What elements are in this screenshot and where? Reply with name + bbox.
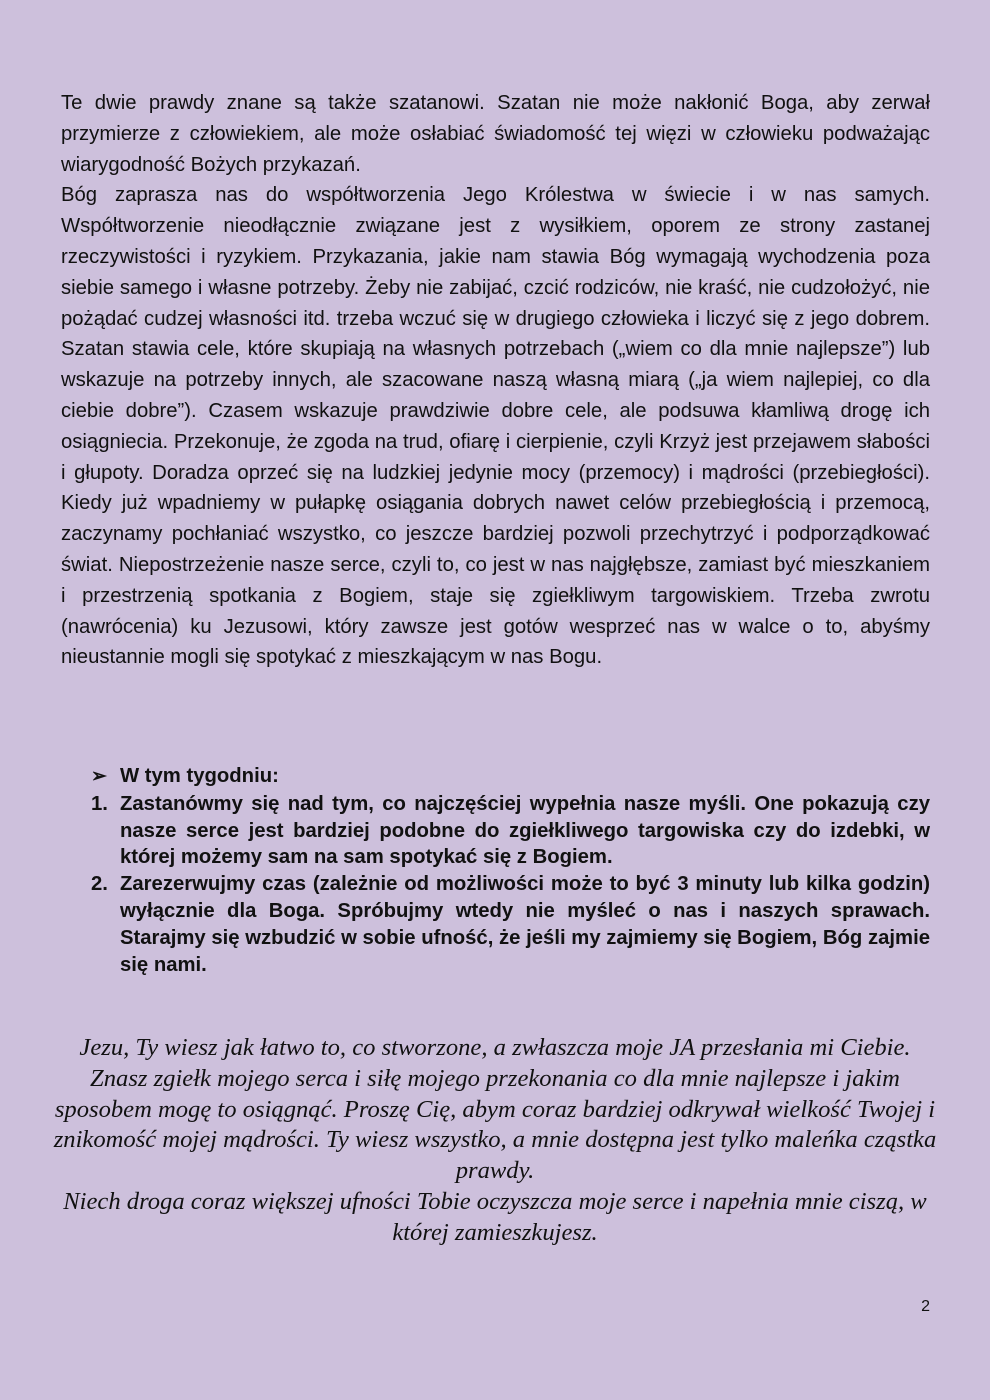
page-number: 2 bbox=[921, 1298, 930, 1315]
prayer bbox=[50, 1033, 940, 1249]
weekly-tasks-heading-row bbox=[91, 763, 930, 791]
prayer-paragraph-2: Niech droga coraz większej ufności Tobie oczyszcza moje serce i napełnia mnie ciszą, w której zamieszkujesz. bbox=[63, 1187, 927, 1246]
prayer-paragraph-1: Jezu, Ty wiesz jak łatwo to, co stworzone, a zwłaszcza moje JA przesłania mi Ciebie. Znasz zgiełk mojego serca i siłę mojego przekonania co dla mnie najlepsze i jakim sposobem mogę to osiągnąć. Proszę Cię, abym coraz bardziej odkrywał wielkość Twojej i znikomość mojej mądrości. Ty wiesz wszystko, a mnie dostępna jest tylko maleńka cząstka prawdy. bbox=[53, 1034, 937, 1185]
list-item bbox=[91, 791, 930, 871]
list-item-text: Zarezerwujmy czas (zależnie od możliwości może to być 3 minuty lub kilka godzin) wyłącznie dla Boga. Spróbujmy wtedy nie myśleć o nas i naszych sprawach. Starajmy się wzbudzić w sobie ufność, że jeśli my zajmiemy się Bogiem, Bóg zajmie się nami. bbox=[120, 873, 930, 976]
arrow-bullet-icon: ➢ bbox=[91, 766, 107, 787]
list-item bbox=[91, 871, 930, 978]
list-item-number: 1. bbox=[91, 792, 108, 815]
list-item-number: 2. bbox=[91, 873, 108, 896]
body-paragraph-1: Te dwie prawdy znane są także szatanowi. Szatan nie może nakłonić Boga, aby zerwał przymierze z człowiekiem, ale może osłabiać świadomość tej więzi w człowieku podważając wiarygodność Bożych przykazań. bbox=[61, 92, 930, 176]
list-item-text: Zastanówmy się nad tym, co najczęściej wypełnia nasze myśli. One pokazują czy nasze serce jest bardziej podobne do zgiełkliwego targowiska czy do izdebki, w której możemy sam na sam spotykać się z Bogiem. bbox=[120, 792, 930, 869]
weekly-tasks-list bbox=[91, 791, 930, 979]
weekly-tasks bbox=[91, 763, 930, 978]
weekly-tasks-heading: W tym tygodniu: bbox=[120, 765, 279, 787]
body-text bbox=[61, 88, 930, 673]
body-paragraph-2: Bóg zaprasza nas do współtworzenia Jego Królestwa w świecie i w nas samych. Współtworzenie nieodłącznie związane jest z wysiłkiem, oporem ze strony zastanej rzeczywistości i ryzykiem. Przykazania, jakie nam stawia Bóg wymagają wychodzenia poza siebie samego i własne potrzeby. Żeby nie zabijać, czcić rodziców, nie kraść, nie cudzołożyć, nie pożądać cudzej własności itd. trzeba wczuć się w drugiego człowieka i liczyć się z jego dobrem. Szatan stawia cele, które skupiają na własnych potrzebach („wiem co dla mnie najlepsze”) lub wskazuje na potrzeby innych, ale szacowane naszą własną miarą („ja wiem najlepiej, co dla ciebie dobre”). Czasem wskazuje prawdziwie dobre cele, ale podsuwa kłamliwą drogę ich osiągniecia. Przekonuje, że zgoda na trud, ofiarę i cierpienie, czyli Krzyż jest przejawem słabości i głupoty. Doradza oprzeć się na ludzkiej jedynie mocy (przemocy) i mądrości (przebiegłości). Kiedy już wpadniemy w pułapkę osiągania dobrych nawet celów przebiegłością i przemocą, zaczynamy pochłaniać wszystko, co jeszcze bardziej pozwoli przechytrzyć i podporządkować świat. Niepostrzeżenie nasze serce, czyli to, co jest w nas najgłębsze, zamiast być mieszkaniem i przestrzenią spotkania z Bogiem, staje się zgiełkliwym targowiskiem. Trzeba zwrotu (nawrócenia) ku Jezusowi, który zawsze jest gotów wesprzeć nas w walce o to, abyśmy nieustannie mogli się spotykać z mieszkającym w nas Bogu. bbox=[61, 184, 930, 669]
